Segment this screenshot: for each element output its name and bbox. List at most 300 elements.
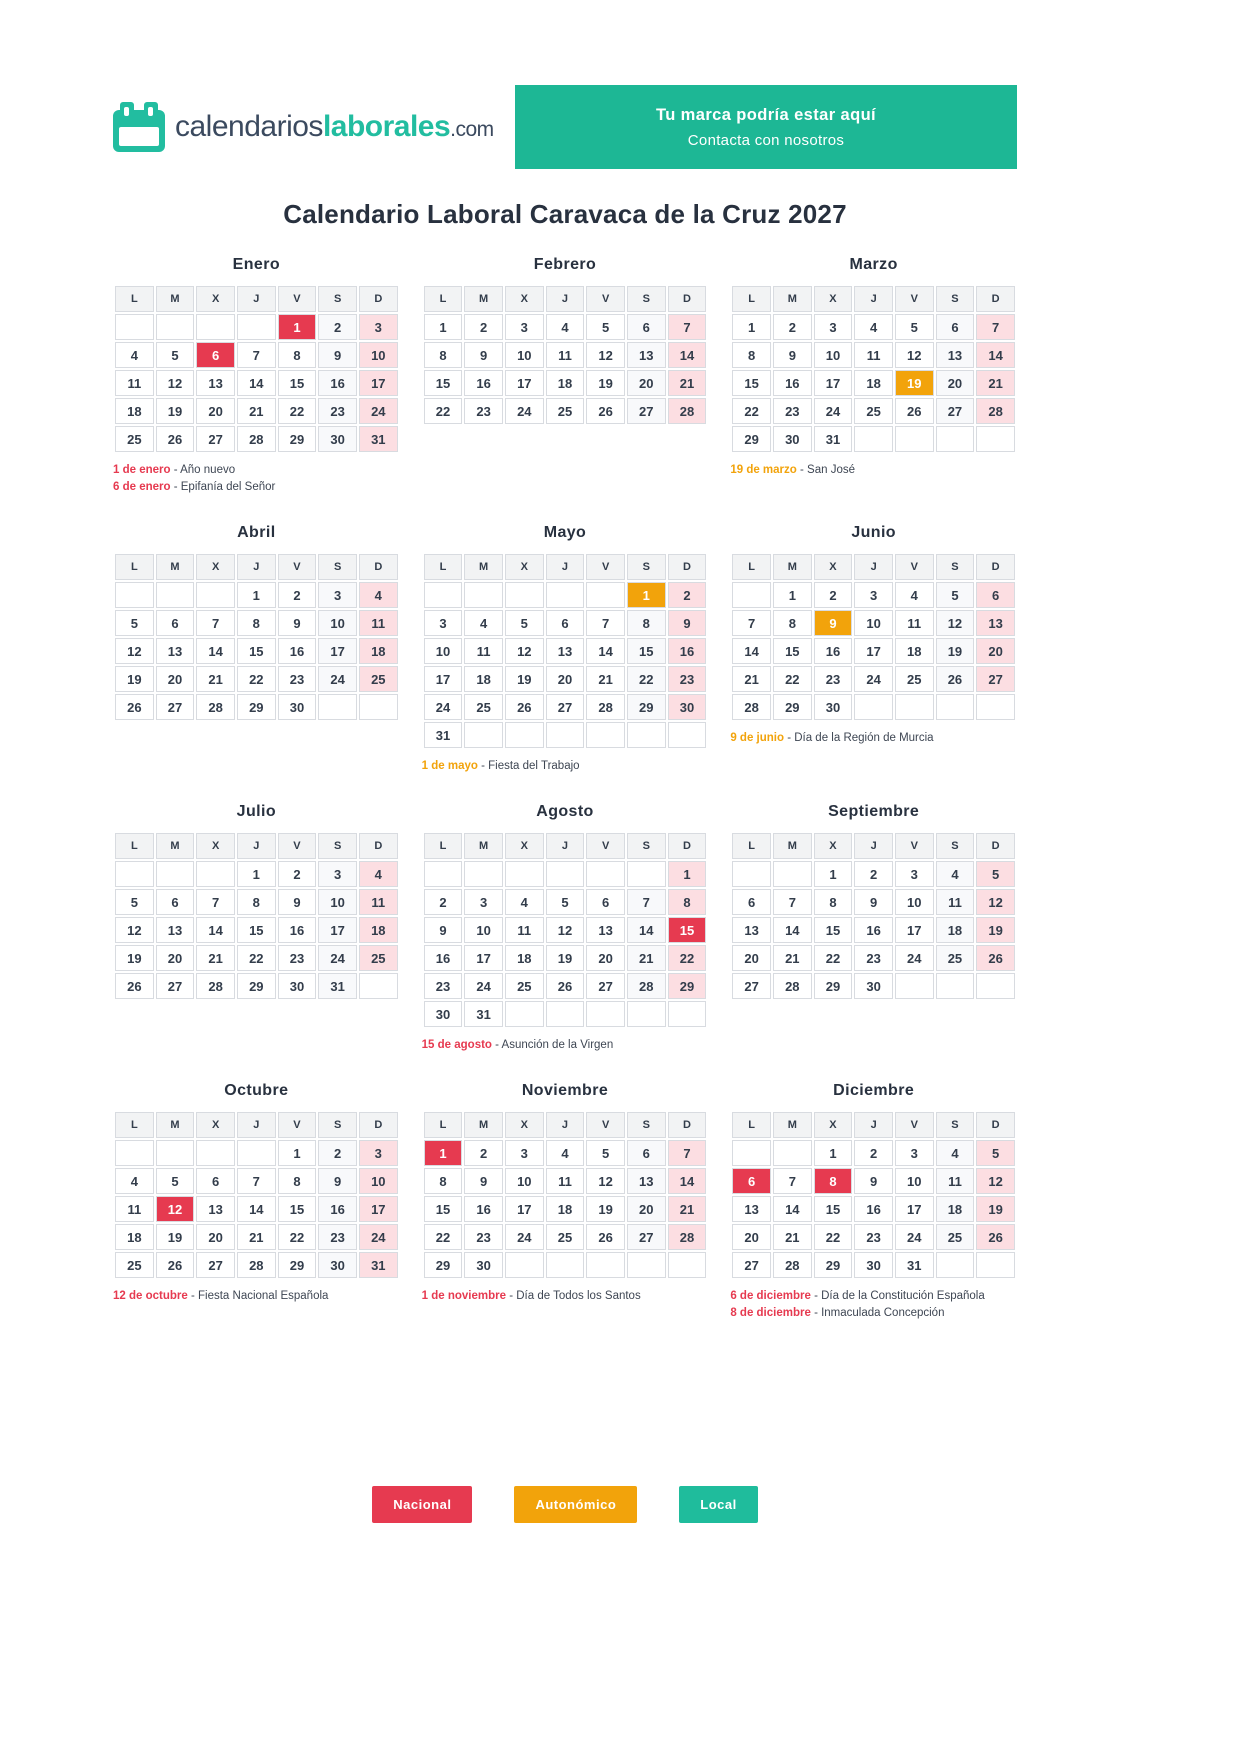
page-title: Calendario Laboral Caravaca de la Cruz 2027 xyxy=(283,199,847,229)
logo-accent: laborales xyxy=(322,110,451,143)
day-cell: 27 xyxy=(732,973,771,999)
day-cell: 20 xyxy=(156,666,195,692)
day-cell: 19 xyxy=(586,1196,625,1222)
day-cell: 8 xyxy=(814,1168,853,1194)
empty-cell xyxy=(505,582,544,608)
month-septiembre xyxy=(730,803,1017,1001)
day-cell: 22 xyxy=(278,1224,317,1250)
day-cell: 26 xyxy=(976,945,1015,971)
day-cell: 4 xyxy=(546,314,585,340)
day-cell: 27 xyxy=(627,398,666,424)
month-title: Noviembre xyxy=(521,1082,609,1099)
month-table xyxy=(113,284,400,454)
empty-cell xyxy=(732,1140,771,1166)
day-cell: 9 xyxy=(278,610,317,636)
day-cell: 20 xyxy=(627,1196,666,1222)
day-cell: 18 xyxy=(936,917,975,943)
day-cell: 12 xyxy=(976,1168,1015,1194)
empty-cell xyxy=(627,1252,666,1278)
day-cell: 15 xyxy=(668,917,707,943)
empty-cell xyxy=(668,1252,707,1278)
weekday-header: X xyxy=(196,554,235,580)
day-cell: 12 xyxy=(156,370,195,396)
month-abril xyxy=(113,524,400,722)
day-cell: 13 xyxy=(936,342,975,368)
day-cell: 13 xyxy=(156,638,195,664)
day-cell: 7 xyxy=(668,314,707,340)
day-cell: 26 xyxy=(936,666,975,692)
day-cell: 1 xyxy=(627,582,666,608)
weekday-header: M xyxy=(464,286,503,312)
day-cell: 27 xyxy=(196,1252,235,1278)
day-cell: 17 xyxy=(505,1196,544,1222)
day-cell: 11 xyxy=(546,342,585,368)
day-cell: 9 xyxy=(464,1168,503,1194)
day-cell: 8 xyxy=(278,342,317,368)
holiday-note-text: - Día de la Región de Murcia xyxy=(784,732,934,744)
banner-contact-link[interactable]: Contacta con nosotros xyxy=(687,131,845,149)
month-table xyxy=(730,284,1017,454)
weekday-header: M xyxy=(464,554,503,580)
day-cell: 2 xyxy=(464,1140,503,1166)
month-title: Abril xyxy=(237,524,276,541)
day-cell: 17 xyxy=(895,917,934,943)
day-cell: 19 xyxy=(936,638,975,664)
legend xyxy=(113,1486,1017,1523)
day-cell: 11 xyxy=(895,610,934,636)
day-cell: 18 xyxy=(115,1224,154,1250)
day-cell: 2 xyxy=(854,1140,893,1166)
day-cell: 24 xyxy=(814,398,853,424)
day-cell: 5 xyxy=(976,1140,1015,1166)
weekday-header: M xyxy=(464,833,503,859)
day-cell: 10 xyxy=(505,1168,544,1194)
day-cell: 12 xyxy=(115,917,154,943)
month-noviembre xyxy=(422,1082,709,1305)
holiday-note-date: 6 de enero xyxy=(113,481,171,493)
empty-cell xyxy=(115,582,154,608)
day-cell: 15 xyxy=(814,1196,853,1222)
weekday-header: L xyxy=(115,286,154,312)
weekday-header: V xyxy=(586,554,625,580)
month-title: Octubre xyxy=(224,1082,289,1099)
day-cell: 19 xyxy=(546,945,585,971)
day-cell: 11 xyxy=(464,638,503,664)
day-cell: 13 xyxy=(627,342,666,368)
day-cell: 9 xyxy=(464,342,503,368)
weekday-header: D xyxy=(359,1112,398,1138)
day-cell: 10 xyxy=(895,1168,934,1194)
weekday-header: X xyxy=(196,833,235,859)
day-cell: 30 xyxy=(318,426,357,452)
holiday-note xyxy=(422,1288,709,1305)
day-cell: 19 xyxy=(976,917,1015,943)
legend-autonomico-button[interactable]: Autonómico xyxy=(514,1486,637,1523)
day-cell: 7 xyxy=(773,889,812,915)
day-cell: 4 xyxy=(359,861,398,887)
day-cell: 19 xyxy=(156,398,195,424)
empty-cell xyxy=(586,1252,625,1278)
day-cell: 10 xyxy=(464,917,503,943)
day-cell: 16 xyxy=(318,1196,357,1222)
month-title: Febrero xyxy=(533,256,597,273)
day-cell: 16 xyxy=(668,638,707,664)
day-cell: 11 xyxy=(359,889,398,915)
day-cell: 22 xyxy=(668,945,707,971)
month-table xyxy=(730,1110,1017,1280)
day-cell: 12 xyxy=(586,342,625,368)
day-cell: 26 xyxy=(976,1224,1015,1250)
day-cell: 29 xyxy=(424,1252,463,1278)
day-cell: 6 xyxy=(156,610,195,636)
empty-cell xyxy=(976,694,1015,720)
empty-cell xyxy=(586,861,625,887)
day-cell: 6 xyxy=(156,889,195,915)
month-title: Julio xyxy=(236,803,276,820)
weekday-header: V xyxy=(586,833,625,859)
holiday-notes xyxy=(730,462,1017,479)
weekday-header: D xyxy=(668,833,707,859)
holiday-note-date: 12 de octubre xyxy=(113,1290,188,1302)
day-cell: 9 xyxy=(278,889,317,915)
day-cell: 9 xyxy=(814,610,853,636)
month-title: Septiembre xyxy=(828,803,920,820)
weekday-header: M xyxy=(156,1112,195,1138)
day-cell: 10 xyxy=(895,889,934,915)
day-cell: 14 xyxy=(732,638,771,664)
day-cell: 27 xyxy=(156,973,195,999)
day-cell: 24 xyxy=(505,398,544,424)
day-cell: 20 xyxy=(546,666,585,692)
holiday-notes xyxy=(422,1288,709,1305)
day-cell: 12 xyxy=(586,1168,625,1194)
day-cell: 6 xyxy=(196,342,235,368)
weekday-header: S xyxy=(627,554,666,580)
day-cell: 2 xyxy=(668,582,707,608)
weekday-header: D xyxy=(359,833,398,859)
month-table xyxy=(422,284,709,426)
empty-cell xyxy=(546,582,585,608)
day-cell: 13 xyxy=(732,917,771,943)
holiday-note xyxy=(730,1305,1017,1322)
holiday-notes xyxy=(113,462,400,496)
day-cell: 14 xyxy=(586,638,625,664)
weekday-header: L xyxy=(115,833,154,859)
day-cell: 28 xyxy=(668,398,707,424)
ad-banner[interactable] xyxy=(515,85,1017,169)
day-cell: 26 xyxy=(895,398,934,424)
day-cell: 28 xyxy=(237,426,276,452)
day-cell: 3 xyxy=(895,1140,934,1166)
day-cell: 16 xyxy=(464,1196,503,1222)
day-cell: 6 xyxy=(586,889,625,915)
month-febrero xyxy=(422,256,709,426)
day-cell: 19 xyxy=(115,666,154,692)
weekday-header: V xyxy=(278,833,317,859)
month-table xyxy=(113,831,400,1001)
weekday-header: D xyxy=(976,554,1015,580)
weekday-header: M xyxy=(464,1112,503,1138)
weekday-header: X xyxy=(505,1112,544,1138)
weekday-header: D xyxy=(359,554,398,580)
day-cell: 26 xyxy=(586,1224,625,1250)
day-cell: 30 xyxy=(278,973,317,999)
day-cell: 2 xyxy=(278,861,317,887)
holiday-note xyxy=(422,758,709,775)
day-cell: 31 xyxy=(464,1001,503,1027)
day-cell: 5 xyxy=(115,889,154,915)
month-agosto xyxy=(422,803,709,1054)
holiday-note-date: 1 de enero xyxy=(113,464,171,476)
day-cell: 7 xyxy=(668,1140,707,1166)
day-cell: 16 xyxy=(464,370,503,396)
weekday-header: L xyxy=(732,1112,771,1138)
day-cell: 21 xyxy=(237,398,276,424)
weekday-header: X xyxy=(814,554,853,580)
day-cell: 24 xyxy=(895,1224,934,1250)
month-table xyxy=(113,552,400,722)
day-cell: 21 xyxy=(773,945,812,971)
day-cell: 21 xyxy=(627,945,666,971)
legend-local-button[interactable]: Local xyxy=(679,1486,757,1523)
day-cell: 22 xyxy=(237,945,276,971)
day-cell: 28 xyxy=(196,694,235,720)
day-cell: 10 xyxy=(814,342,853,368)
day-cell: 4 xyxy=(895,582,934,608)
day-cell: 3 xyxy=(424,610,463,636)
month-junio xyxy=(730,524,1017,747)
weekday-header: L xyxy=(732,833,771,859)
day-cell: 3 xyxy=(814,314,853,340)
empty-cell xyxy=(464,582,503,608)
day-cell: 30 xyxy=(318,1252,357,1278)
day-cell: 21 xyxy=(976,370,1015,396)
weekday-header: X xyxy=(505,554,544,580)
day-cell: 28 xyxy=(196,973,235,999)
day-cell: 23 xyxy=(278,945,317,971)
month-title: Enero xyxy=(232,256,280,273)
day-cell: 28 xyxy=(668,1224,707,1250)
day-cell: 8 xyxy=(424,342,463,368)
day-cell: 8 xyxy=(627,610,666,636)
day-cell: 17 xyxy=(895,1196,934,1222)
day-cell: 4 xyxy=(936,861,975,887)
day-cell: 18 xyxy=(936,1196,975,1222)
holiday-note xyxy=(113,1288,400,1305)
day-cell: 9 xyxy=(773,342,812,368)
day-cell: 21 xyxy=(773,1224,812,1250)
day-cell: 14 xyxy=(976,342,1015,368)
day-cell: 7 xyxy=(773,1168,812,1194)
day-cell: 19 xyxy=(505,666,544,692)
empty-cell xyxy=(156,861,195,887)
day-cell: 16 xyxy=(773,370,812,396)
day-cell: 29 xyxy=(237,694,276,720)
day-cell: 18 xyxy=(505,945,544,971)
weekday-header: D xyxy=(359,286,398,312)
day-cell: 30 xyxy=(668,694,707,720)
empty-cell xyxy=(895,694,934,720)
empty-cell xyxy=(424,582,463,608)
legend-nacional-button[interactable]: Nacional xyxy=(372,1486,472,1523)
holiday-notes xyxy=(730,1288,1017,1322)
day-cell: 21 xyxy=(196,666,235,692)
day-cell: 26 xyxy=(546,973,585,999)
day-cell: 26 xyxy=(115,694,154,720)
empty-cell xyxy=(318,694,357,720)
day-cell: 22 xyxy=(424,398,463,424)
day-cell: 27 xyxy=(586,973,625,999)
weekday-header: L xyxy=(115,1112,154,1138)
day-cell: 20 xyxy=(732,945,771,971)
weekday-header: M xyxy=(156,554,195,580)
month-table xyxy=(422,552,709,750)
weekday-header: S xyxy=(318,833,357,859)
month-marzo xyxy=(730,256,1017,479)
day-cell: 3 xyxy=(895,861,934,887)
month-title: Diciembre xyxy=(833,1082,915,1099)
day-cell: 10 xyxy=(359,342,398,368)
empty-cell xyxy=(976,426,1015,452)
weekday-header: X xyxy=(814,1112,853,1138)
empty-cell xyxy=(668,722,707,748)
day-cell: 25 xyxy=(115,426,154,452)
day-cell: 29 xyxy=(278,426,317,452)
weekday-header: D xyxy=(976,833,1015,859)
month-diciembre xyxy=(730,1082,1017,1322)
day-cell: 1 xyxy=(424,1140,463,1166)
day-cell: 25 xyxy=(464,694,503,720)
weekday-header: D xyxy=(976,1112,1015,1138)
day-cell: 15 xyxy=(424,370,463,396)
holiday-notes xyxy=(730,730,1017,747)
day-cell: 24 xyxy=(895,945,934,971)
day-cell: 21 xyxy=(668,1196,707,1222)
day-cell: 20 xyxy=(586,945,625,971)
weekday-header: D xyxy=(668,554,707,580)
day-cell: 4 xyxy=(546,1140,585,1166)
day-cell: 28 xyxy=(627,973,666,999)
day-cell: 16 xyxy=(814,638,853,664)
day-cell: 23 xyxy=(464,1224,503,1250)
empty-cell xyxy=(627,861,666,887)
day-cell: 23 xyxy=(854,1224,893,1250)
day-cell: 30 xyxy=(773,426,812,452)
day-cell: 16 xyxy=(424,945,463,971)
holiday-note-date: 1 de noviembre xyxy=(421,1290,507,1302)
day-cell: 4 xyxy=(505,889,544,915)
weekday-header: J xyxy=(854,554,893,580)
day-cell: 10 xyxy=(424,638,463,664)
day-cell: 19 xyxy=(156,1224,195,1250)
weekday-header: D xyxy=(668,286,707,312)
day-cell: 4 xyxy=(936,1140,975,1166)
day-cell: 5 xyxy=(505,610,544,636)
site-logo[interactable] xyxy=(113,102,494,152)
holiday-notes xyxy=(422,758,709,775)
empty-cell xyxy=(732,861,771,887)
day-cell: 25 xyxy=(546,398,585,424)
day-cell: 3 xyxy=(318,861,357,887)
day-cell: 1 xyxy=(773,582,812,608)
day-cell: 6 xyxy=(732,889,771,915)
day-cell: 24 xyxy=(464,973,503,999)
day-cell: 15 xyxy=(278,370,317,396)
day-cell: 22 xyxy=(814,945,853,971)
day-cell: 1 xyxy=(668,861,707,887)
day-cell: 3 xyxy=(505,314,544,340)
day-cell: 21 xyxy=(586,666,625,692)
banner-headline: Tu marca podría estar aquí xyxy=(655,105,877,124)
holiday-note-text: - Fiesta Nacional Española xyxy=(187,1290,329,1302)
day-cell: 30 xyxy=(464,1252,503,1278)
day-cell: 25 xyxy=(115,1252,154,1278)
day-cell: 3 xyxy=(854,582,893,608)
day-cell: 11 xyxy=(936,889,975,915)
empty-cell xyxy=(196,582,235,608)
day-cell: 6 xyxy=(732,1168,771,1194)
empty-cell xyxy=(115,861,154,887)
day-cell: 8 xyxy=(237,610,276,636)
day-cell: 19 xyxy=(586,370,625,396)
day-cell: 8 xyxy=(773,610,812,636)
weekday-header: X xyxy=(505,833,544,859)
day-cell: 23 xyxy=(773,398,812,424)
empty-cell xyxy=(464,861,503,887)
day-cell: 16 xyxy=(278,638,317,664)
weekday-header: J xyxy=(237,1112,276,1138)
day-cell: 7 xyxy=(196,610,235,636)
day-cell: 26 xyxy=(115,973,154,999)
day-cell: 30 xyxy=(814,694,853,720)
day-cell: 22 xyxy=(814,1224,853,1250)
page xyxy=(113,0,1017,1523)
weekday-header: V xyxy=(895,286,934,312)
day-cell: 31 xyxy=(814,426,853,452)
day-cell: 21 xyxy=(237,1224,276,1250)
day-cell: 25 xyxy=(895,666,934,692)
day-cell: 13 xyxy=(156,917,195,943)
empty-cell xyxy=(586,722,625,748)
day-cell: 15 xyxy=(237,638,276,664)
empty-cell xyxy=(854,426,893,452)
day-cell: 27 xyxy=(976,666,1015,692)
empty-cell xyxy=(586,1001,625,1027)
empty-cell xyxy=(936,694,975,720)
day-cell: 9 xyxy=(854,889,893,915)
day-cell: 10 xyxy=(854,610,893,636)
empty-cell xyxy=(424,861,463,887)
weekday-header: J xyxy=(237,833,276,859)
day-cell: 18 xyxy=(854,370,893,396)
empty-cell xyxy=(546,1001,585,1027)
holiday-note-text: - San José xyxy=(796,464,855,476)
day-cell: 14 xyxy=(668,1168,707,1194)
day-cell: 19 xyxy=(976,1196,1015,1222)
logo-tld: .com xyxy=(450,118,494,141)
holiday-note-text: - Inmaculada Concepción xyxy=(810,1307,945,1319)
day-cell: 15 xyxy=(627,638,666,664)
header xyxy=(113,85,1017,169)
day-cell: 5 xyxy=(936,582,975,608)
day-cell: 11 xyxy=(115,1196,154,1222)
empty-cell xyxy=(586,582,625,608)
day-cell: 28 xyxy=(237,1252,276,1278)
day-cell: 4 xyxy=(115,342,154,368)
weekday-header: M xyxy=(773,286,812,312)
weekday-header: X xyxy=(814,833,853,859)
day-cell: 31 xyxy=(359,1252,398,1278)
